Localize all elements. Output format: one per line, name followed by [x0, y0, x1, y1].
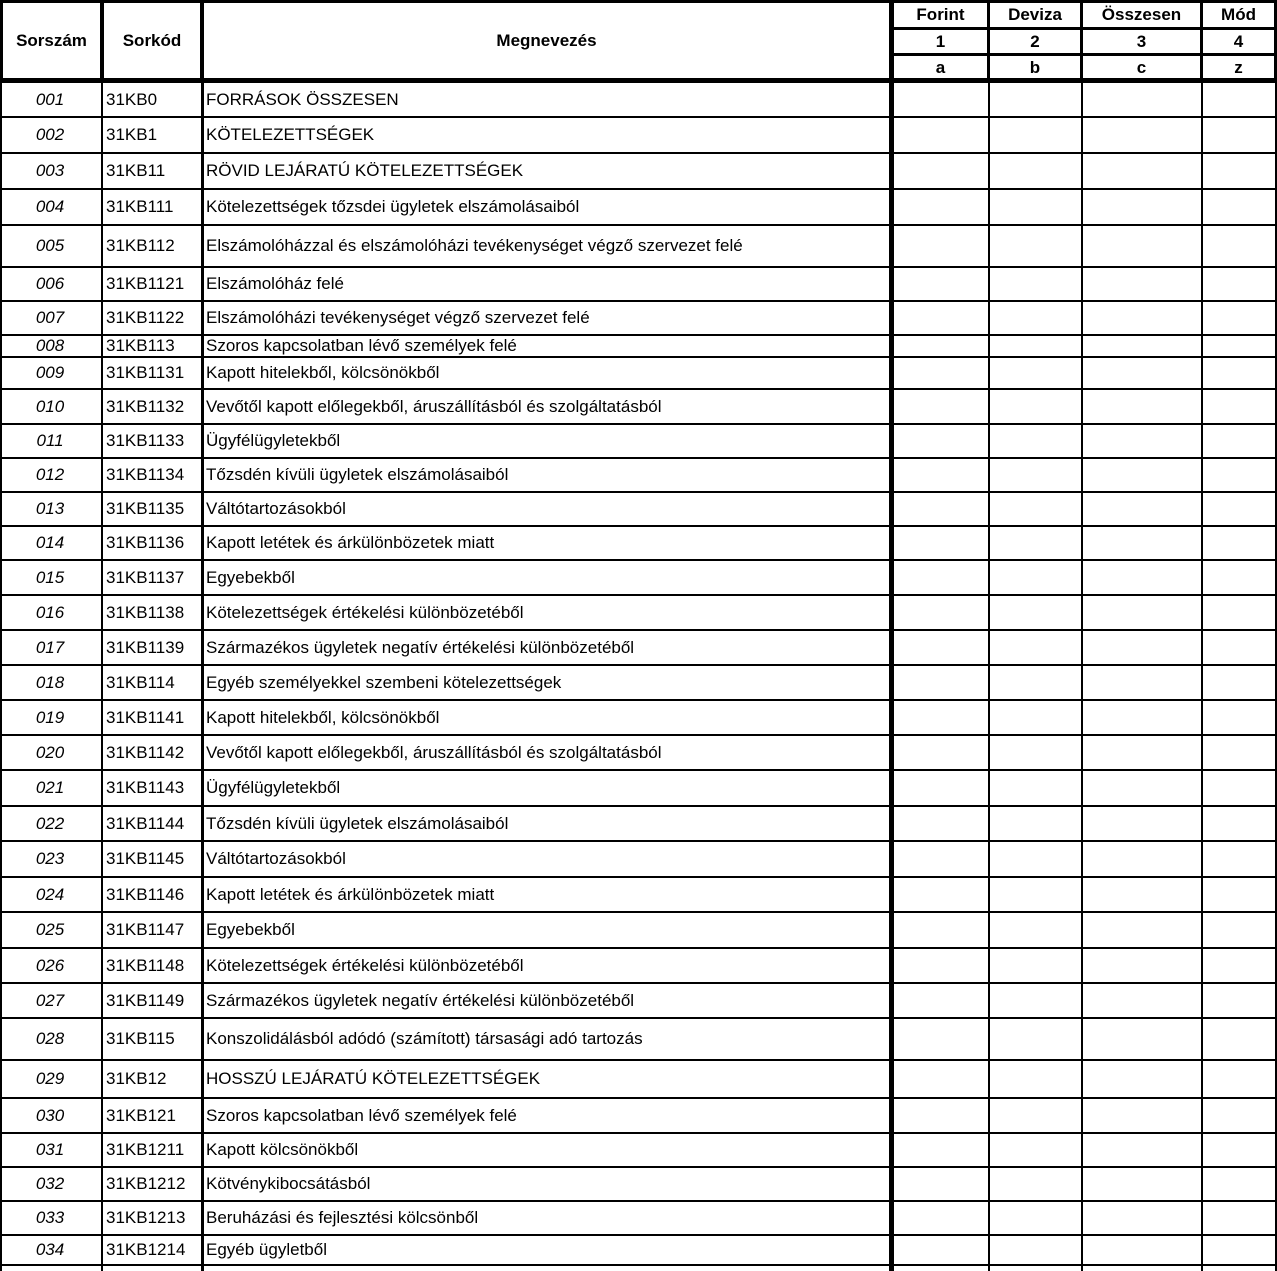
grid-line	[1081, 83, 1083, 1271]
value-cell-deviza[interactable]	[991, 807, 1080, 840]
value-cell-osszesen[interactable]	[1084, 268, 1200, 300]
table-row	[0, 358, 1277, 390]
column-header-osszesen: Összesen	[1101, 5, 1182, 24]
value-cell-osszesen[interactable]	[1084, 83, 1200, 116]
value-cell-forint[interactable]	[895, 1202, 987, 1234]
row-number: 005	[35, 236, 65, 255]
row-name: Szoros kapcsolatban lévő személyek felé	[206, 336, 517, 355]
table-row	[0, 1134, 1277, 1168]
column-header-forint: Forint	[916, 5, 965, 24]
value-cell-forint[interactable]	[895, 302, 987, 334]
value-cell-mod[interactable]	[1204, 701, 1277, 734]
table-row	[0, 336, 1277, 358]
row-name: RÖVID LEJÁRATÚ KÖTELEZETTSÉGEK	[206, 161, 524, 180]
row-number: 002	[35, 125, 65, 144]
value-cell-forint[interactable]	[895, 842, 987, 876]
row-code: 31KB113	[106, 336, 175, 355]
table-row	[0, 83, 1277, 118]
value-cell-deviza[interactable]	[991, 666, 1080, 699]
value-cell-forint[interactable]	[895, 984, 987, 1017]
value-cell-deviza[interactable]	[991, 1099, 1080, 1132]
value-cell-osszesen[interactable]	[1084, 1061, 1200, 1097]
row-name: HOSSZÚ LEJÁRATÚ KÖTELEZETTSÉGEK	[206, 1069, 541, 1088]
value-cell-forint[interactable]	[895, 771, 987, 805]
value-cell-forint[interactable]	[895, 596, 987, 629]
value-cell-deviza[interactable]	[991, 736, 1080, 769]
value-cell-deviza[interactable]	[991, 358, 1080, 388]
row-number: 016	[35, 602, 65, 622]
value-cell-osszesen[interactable]	[1084, 949, 1200, 982]
value-cell-forint[interactable]	[895, 1134, 987, 1166]
row-number: 020	[35, 742, 65, 762]
value-cell-deviza[interactable]	[991, 631, 1080, 664]
row-code: 31KB1132	[106, 396, 185, 416]
row-name: FORRÁSOK ÖSSZESEN	[206, 89, 399, 109]
row-number: 008	[35, 336, 65, 355]
header-top-border	[0, 0, 1277, 3]
row-name: Kapott letétek és árkülönbözetek miatt	[206, 533, 495, 552]
row-name: Váltótartozásokból	[206, 849, 346, 868]
value-cell-osszesen[interactable]	[1084, 459, 1200, 491]
value-cell-forint[interactable]	[895, 118, 987, 152]
row-name: Egyebekből	[206, 920, 295, 939]
row-number: 010	[35, 396, 65, 416]
value-cell-osszesen[interactable]	[1084, 771, 1200, 805]
row-code: 31KB1134	[106, 465, 185, 484]
row-code: 31KB1148	[106, 955, 185, 975]
value-cell-mod[interactable]	[1204, 493, 1277, 525]
grid-line	[0, 83, 2, 1271]
value-cell-forint[interactable]	[895, 268, 987, 300]
row-name: Beruházási és fejlesztési kölcsönből	[206, 1208, 479, 1227]
row-number: 001	[35, 89, 65, 109]
table-row	[0, 154, 1277, 190]
grid-line	[988, 83, 990, 1271]
row-name: Származékos ügyletek negatív értékelési különbözetéből	[206, 990, 635, 1010]
value-cell-mod[interactable]	[1204, 226, 1277, 266]
value-cell-forint[interactable]	[895, 949, 987, 982]
row-code: 31KB1213	[106, 1208, 186, 1227]
value-cell-forint[interactable]	[895, 358, 987, 388]
row-number: 004	[35, 197, 65, 216]
row-number: 006	[35, 274, 65, 293]
row-name: Kapott hitelekből, kölcsönökből	[206, 707, 440, 727]
value-cell-deviza[interactable]	[991, 1202, 1080, 1234]
value-cell-osszesen[interactable]	[1084, 190, 1200, 224]
column-letter: b	[1029, 58, 1041, 77]
value-cell-osszesen[interactable]	[1084, 358, 1200, 388]
row-name: Kapott kölcsönökből	[206, 1140, 359, 1159]
value-cell-deviza[interactable]	[991, 1061, 1080, 1097]
value-cell-mod[interactable]	[1204, 1168, 1277, 1200]
table-row	[0, 561, 1277, 596]
row-code: 31KB1146	[106, 884, 185, 904]
row-name: Elszámolóházi tevékenységet végző szervezet felé	[206, 308, 590, 327]
row-code: 31KB112	[106, 236, 175, 255]
column-number: 4	[1233, 32, 1244, 51]
value-cell-deviza[interactable]	[991, 913, 1080, 947]
value-cell-deviza[interactable]	[991, 596, 1080, 629]
row-number: 033	[35, 1208, 65, 1227]
value-cell-forint[interactable]	[895, 666, 987, 699]
row-number: 011	[36, 431, 64, 450]
value-cell-mod[interactable]	[1204, 336, 1277, 356]
table-row	[0, 666, 1277, 701]
value-cell-osszesen[interactable]	[1084, 527, 1200, 559]
row-name: Egyéb ügyletből	[206, 1240, 327, 1259]
row-name: Kötelezettségek értékelési különbözetéből	[206, 602, 524, 622]
value-cell-forint[interactable]	[895, 425, 987, 457]
table-row	[0, 807, 1277, 842]
value-cell-osszesen[interactable]	[1084, 1134, 1200, 1166]
value-cell-mod[interactable]	[1204, 984, 1277, 1017]
value-cell-deviza[interactable]	[991, 425, 1080, 457]
value-cell-osszesen[interactable]	[1084, 701, 1200, 734]
value-cell-mod[interactable]	[1204, 596, 1277, 629]
row-name: Származékos ügyletek negatív értékelési különbözetéből	[206, 637, 635, 657]
value-cell-osszesen[interactable]	[1084, 493, 1200, 525]
row-code: 31KB1214	[106, 1240, 186, 1259]
value-cell-osszesen[interactable]	[1084, 666, 1200, 699]
value-cell-deviza[interactable]	[991, 459, 1080, 491]
table-row	[0, 493, 1277, 527]
header-divider	[892, 53, 1276, 56]
row-number: 032	[35, 1174, 65, 1193]
value-cell-osszesen[interactable]	[1084, 1236, 1200, 1264]
table-header	[0, 0, 1277, 83]
grid-line	[101, 83, 103, 1271]
value-cell-mod[interactable]	[1204, 1061, 1277, 1097]
table-row	[0, 1019, 1277, 1061]
value-cell-forint[interactable]	[895, 1019, 987, 1059]
table-row	[0, 701, 1277, 736]
value-cell-osszesen[interactable]	[1084, 1202, 1200, 1234]
column-header-sorszam: Sorszám	[16, 31, 87, 50]
row-code: 31KB1149	[106, 990, 185, 1010]
value-cell-forint[interactable]	[895, 631, 987, 664]
value-cell-forint[interactable]	[895, 390, 987, 423]
column-header-mod: Mód	[1221, 5, 1256, 24]
row-number: 017	[35, 637, 65, 657]
value-cell-mod[interactable]	[1204, 268, 1277, 300]
value-cell-forint[interactable]	[895, 878, 987, 911]
value-cell-forint[interactable]	[895, 190, 987, 224]
value-cell-mod[interactable]	[1204, 1236, 1277, 1264]
value-cell-mod[interactable]	[1204, 666, 1277, 699]
value-cell-mod[interactable]	[1204, 561, 1277, 594]
row-number: 009	[35, 363, 65, 382]
table-row	[0, 878, 1277, 913]
row-number: 023	[35, 849, 65, 868]
value-cell-osszesen[interactable]	[1084, 631, 1200, 664]
row-code: 31KB1121	[106, 274, 185, 293]
grid-line	[201, 83, 204, 1271]
row-code: 31KB11	[106, 161, 166, 180]
row-code: 31KB1141	[106, 707, 185, 727]
value-cell-deviza[interactable]	[991, 1168, 1080, 1200]
value-cell-osszesen[interactable]	[1084, 984, 1200, 1017]
row-number: 021	[35, 778, 65, 797]
value-cell-mod[interactable]	[1204, 459, 1277, 491]
value-cell-mod[interactable]	[1204, 118, 1277, 152]
row-code: 31KB1212	[106, 1174, 186, 1193]
table-row	[0, 118, 1277, 154]
value-cell-forint[interactable]	[895, 701, 987, 734]
row-number: 003	[35, 161, 65, 180]
value-cell-mod[interactable]	[1204, 949, 1277, 982]
value-cell-osszesen[interactable]	[1084, 913, 1200, 947]
row-code: 31KB1136	[106, 533, 185, 552]
value-cell-mod[interactable]	[1204, 527, 1277, 559]
value-cell-forint[interactable]	[895, 1061, 987, 1097]
value-cell-mod[interactable]	[1204, 302, 1277, 334]
value-cell-forint[interactable]	[895, 807, 987, 840]
grid-line	[1201, 83, 1203, 1271]
row-code: 31KB1138	[106, 602, 185, 622]
row-code: 31KB1122	[106, 308, 185, 327]
table-row	[0, 1099, 1277, 1134]
value-cell-forint[interactable]	[895, 154, 987, 188]
row-number: 022	[35, 813, 65, 833]
column-header-sorkod: Sorkód	[122, 31, 182, 50]
value-cell-osszesen[interactable]	[1084, 390, 1200, 423]
value-cell-osszesen[interactable]	[1084, 736, 1200, 769]
table-row	[0, 596, 1277, 631]
row-number: 015	[35, 567, 65, 587]
table-row	[0, 1061, 1277, 1099]
value-cell-deviza[interactable]	[991, 226, 1080, 266]
column-letter: c	[1136, 58, 1147, 77]
row-name: Tőzsdén kívüli ügyletek elszámolásaiból	[206, 465, 509, 484]
row-name: Vevőtől kapott előlegekből, áruszállításból és szolgáltatásból	[206, 396, 662, 416]
value-cell-mod[interactable]	[1204, 842, 1277, 876]
value-cell-mod[interactable]	[1204, 631, 1277, 664]
row-number: 028	[35, 1029, 65, 1048]
table-row	[0, 736, 1277, 771]
value-cell-mod[interactable]	[1204, 1202, 1277, 1234]
value-cell-deviza[interactable]	[991, 527, 1080, 559]
value-cell-osszesen[interactable]	[1084, 1019, 1200, 1059]
row-code: 31KB121	[106, 1105, 176, 1125]
row-code: 31KB1147	[106, 920, 185, 939]
value-cell-forint[interactable]	[895, 527, 987, 559]
value-cell-osszesen[interactable]	[1084, 878, 1200, 911]
table-row	[0, 1168, 1277, 1202]
value-cell-deviza[interactable]	[991, 390, 1080, 423]
row-name: Kapott hitelekből, kölcsönökből	[206, 363, 440, 382]
row-number: 018	[35, 672, 65, 692]
value-cell-osszesen[interactable]	[1084, 425, 1200, 457]
table-row	[0, 1236, 1277, 1266]
table-row	[0, 390, 1277, 425]
row-name: Vevőtől kapott előlegekből, áruszállításból és szolgáltatásból	[206, 742, 662, 762]
table-row	[0, 459, 1277, 493]
row-code: 31KB12	[106, 1069, 167, 1088]
value-cell-forint[interactable]	[895, 336, 987, 356]
grid-line	[889, 83, 894, 1271]
value-cell-deviza[interactable]	[991, 302, 1080, 334]
row-name: Egyebekből	[206, 567, 295, 587]
value-cell-forint[interactable]	[895, 1099, 987, 1132]
row-code: 31KB114	[106, 672, 175, 692]
value-cell-mod[interactable]	[1204, 425, 1277, 457]
value-cell-forint[interactable]	[895, 459, 987, 491]
value-cell-deviza[interactable]	[991, 268, 1080, 300]
value-cell-mod[interactable]	[1204, 771, 1277, 805]
row-code: 31KB1142	[106, 742, 185, 762]
row-number: 013	[35, 499, 65, 518]
row-name: Tőzsdén kívüli ügyletek elszámolásaiból	[206, 813, 509, 833]
value-cell-deviza[interactable]	[991, 771, 1080, 805]
value-cell-mod[interactable]	[1204, 190, 1277, 224]
value-cell-deviza[interactable]	[991, 1134, 1080, 1166]
value-cell-osszesen[interactable]	[1084, 596, 1200, 629]
row-name: Ügyfélügyletekből	[206, 778, 341, 797]
table-row	[0, 949, 1277, 984]
value-cell-osszesen[interactable]	[1084, 807, 1200, 840]
value-cell-osszesen[interactable]	[1084, 561, 1200, 594]
value-cell-deviza[interactable]	[991, 1019, 1080, 1059]
value-cell-deviza[interactable]	[991, 878, 1080, 911]
value-cell-deviza[interactable]	[991, 1236, 1080, 1264]
value-cell-osszesen[interactable]	[1084, 1099, 1200, 1132]
value-cell-forint[interactable]	[895, 1168, 987, 1200]
table-row	[0, 268, 1277, 302]
value-cell-mod[interactable]	[1204, 83, 1277, 116]
value-cell-deviza[interactable]	[991, 561, 1080, 594]
row-number: 024	[35, 884, 65, 904]
row-name: Ügyfélügyletekből	[206, 431, 341, 450]
column-number: 2	[1030, 32, 1040, 51]
column-header-deviza: Deviza	[1008, 5, 1062, 24]
value-cell-deviza[interactable]	[991, 190, 1080, 224]
row-number: 026	[35, 955, 65, 975]
value-cell-deviza[interactable]	[991, 984, 1080, 1017]
row-code: 31KB1131	[106, 363, 185, 382]
value-cell-mod[interactable]	[1204, 736, 1277, 769]
row-code: 31KB115	[106, 1029, 175, 1048]
table-row	[0, 631, 1277, 666]
column-number: 1	[935, 32, 946, 51]
column-number: 3	[1136, 32, 1147, 51]
row-number: 025	[35, 920, 65, 939]
row-number: 007	[35, 308, 65, 327]
value-cell-deviza[interactable]	[991, 83, 1080, 116]
table-row	[0, 984, 1277, 1019]
row-code: 31KB1133	[106, 431, 185, 450]
row-name: Váltótartozásokból	[206, 499, 346, 518]
row-number: 019	[35, 707, 65, 727]
table-row	[0, 842, 1277, 878]
row-name: Kötvénykibocsátásból	[206, 1174, 371, 1193]
table-row	[0, 190, 1277, 226]
row-code: 31KB1144	[106, 813, 185, 833]
row-code: 31KB1211	[106, 1140, 185, 1159]
value-cell-osszesen[interactable]	[1084, 118, 1200, 152]
row-name: KÖTELEZETTSÉGEK	[206, 125, 375, 144]
table-row	[0, 302, 1277, 336]
row-number: 030	[35, 1105, 65, 1125]
value-cell-deviza[interactable]	[991, 949, 1080, 982]
value-cell-deviza[interactable]	[991, 842, 1080, 876]
value-cell-osszesen[interactable]	[1084, 842, 1200, 876]
value-cell-forint[interactable]	[895, 1236, 987, 1264]
value-cell-mod[interactable]	[1204, 913, 1277, 947]
value-cell-forint[interactable]	[895, 561, 987, 594]
value-cell-osszesen[interactable]	[1084, 226, 1200, 266]
value-cell-mod[interactable]	[1204, 358, 1277, 388]
row-code: 31KB1137	[106, 567, 185, 587]
value-cell-forint[interactable]	[895, 736, 987, 769]
value-cell-deviza[interactable]	[991, 336, 1080, 356]
table-row	[0, 1202, 1277, 1236]
value-cell-mod[interactable]	[1204, 878, 1277, 911]
value-cell-mod[interactable]	[1204, 1019, 1277, 1059]
row-number: 031	[35, 1140, 65, 1159]
value-cell-osszesen[interactable]	[1084, 1168, 1200, 1200]
row-code: 31KB1	[106, 125, 158, 144]
value-cell-mod[interactable]	[1204, 807, 1277, 840]
value-cell-forint[interactable]	[895, 913, 987, 947]
row-code: 31KB0	[106, 89, 158, 109]
value-cell-deviza[interactable]	[991, 154, 1080, 188]
value-cell-forint[interactable]	[895, 493, 987, 525]
row-code: 31KB1143	[106, 778, 185, 797]
row-name: Kötelezettségek tőzsdei ügyletek elszámolásaiból	[206, 197, 580, 216]
table-row	[0, 527, 1277, 561]
value-cell-osszesen[interactable]	[1084, 302, 1200, 334]
row-number: 014	[35, 533, 65, 552]
table-row	[0, 771, 1277, 807]
value-cell-osszesen[interactable]	[1084, 336, 1200, 356]
value-cell-deviza[interactable]	[991, 701, 1080, 734]
value-cell-deviza[interactable]	[991, 493, 1080, 525]
column-letter: a	[935, 58, 946, 77]
row-name: Elszámolóház felé	[206, 274, 344, 293]
row-code: 31KB1135	[106, 499, 185, 518]
row-name: Elszámolóházzal és elszámolóházi tevékenységet végző szervezet felé	[206, 236, 743, 255]
value-cell-osszesen[interactable]	[1084, 154, 1200, 188]
row-code: 31KB1145	[106, 849, 185, 868]
table-row	[0, 226, 1277, 268]
row-code: 31KB111	[106, 197, 174, 216]
value-cell-mod[interactable]	[1204, 154, 1277, 188]
value-cell-deviza[interactable]	[991, 118, 1080, 152]
value-cell-mod[interactable]	[1204, 1134, 1277, 1166]
column-letter: z	[1234, 58, 1243, 77]
row-number: 029	[35, 1069, 65, 1088]
row-name: Konszolidálásból adódó (számított) társasági adó tartozás	[206, 1029, 643, 1048]
value-cell-forint[interactable]	[895, 226, 987, 266]
row-number: 034	[35, 1240, 65, 1259]
row-name: Szoros kapcsolatban lévő személyek felé	[206, 1105, 517, 1125]
row-name: Kapott letétek és árkülönbözetek miatt	[206, 884, 495, 904]
value-cell-mod[interactable]	[1204, 1099, 1277, 1132]
row-name: Kötelezettségek értékelési különbözetéből	[206, 955, 524, 975]
value-cell-forint[interactable]	[895, 83, 987, 116]
header-divider	[892, 27, 1276, 30]
value-cell-mod[interactable]	[1204, 390, 1277, 423]
row-number: 027	[35, 990, 65, 1010]
row-name: Egyéb személyekkel szembeni kötelezettségek	[206, 672, 562, 692]
table-row	[0, 425, 1277, 459]
row-number: 012	[35, 465, 65, 484]
column-header-megnevezes: Megnevezés	[496, 31, 597, 50]
row-code: 31KB1139	[106, 637, 185, 657]
table-row	[0, 913, 1277, 949]
